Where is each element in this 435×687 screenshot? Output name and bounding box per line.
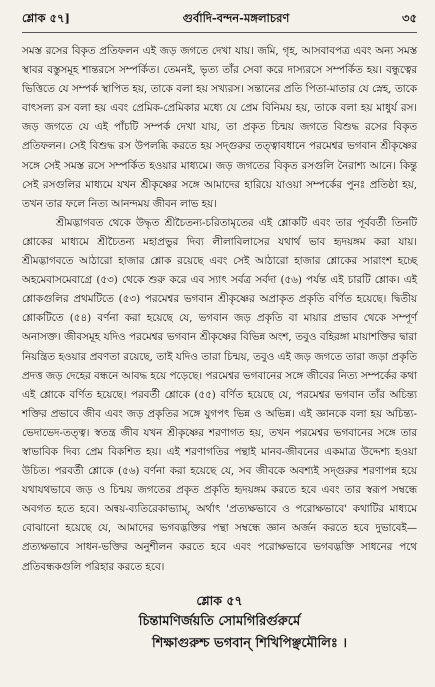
verse-reference: শ্লোক ৫৭] xyxy=(22,11,70,25)
verse-heading: শ্লোক ৫৭ xyxy=(196,592,243,608)
sanskrit-verse xyxy=(22,611,417,655)
paragraph: সমস্ত রসের বিকৃত প্রতিফলন এই জড় জগতে দেখা যায়। জমি, গৃহ, আসবাবপত্র এবং অন্য সমস্ত স্থাবর বস্তুসমূহ শান্তরসে সম্পর্কিত। তেমনই, ভৃত্য তাঁর সেবা করে দাস্যরসে সম্পর্কিত হয়। বন্ধুত্বের ভিত্তিতে যে সম্পর্ক স্থাপিত হয়, তাকে বলা হয় সখ্যরস। সন্তানের প্রতি পিতা-মাতার যে স্নেহ, তাকে বাৎসল্য রস বলা হয় এবং প্রেমিক-প্রেমিকার মধ্যে যে প্রেম বিনিময় হয়, তাকে বলা হয় মাধুর্য রস। জড় জগতে যে এই পাঁচটি সম্পর্ক দেখা যায়, তা প্রকৃত চিন্ময় জগতে বিশুদ্ধ রসের বিকৃত প্রতিফলন। সেই বিশুদ্ধ রস উপলব্ধি করতে হয় সদ্গুরুর তত্ত্বাবধানে পরমেশ্বর ভগবান শ্রীকৃষ্ণের সঙ্গে সেই সমস্ত রসে সম্পর্কিত হওয়ার মাধ্যমে। জড় জগতের বিকৃত রসগুলি নৈরাশ্য আনে। কিন্তু সেই রসগুলির মাধ্যমে যখন শ্রীকৃষ্ণের সঙ্গে আমাদের হারিয়ে যাওয়া সম্পর্কের পুনঃ প্রতিষ্ঠা হয়, তখন তার ফলে নিত্য আনন্দময় জীবন লাভ হয়। xyxy=(22,45,417,210)
running-header xyxy=(22,10,417,33)
purport-text xyxy=(22,42,417,577)
verse-line-2: শিক্ষাগুরুশ্চ ভগবান্ শিখিপিঞ্ছমৌলিঃ । xyxy=(151,635,348,651)
verse-line-1: চিন্তামণির্জয়তি সোমগিরির্গুরুর্মে xyxy=(138,613,301,629)
page-number: ৩৫ xyxy=(402,11,417,25)
paragraph: শ্রীমদ্ভাগবত থেকে উদ্ধৃত শ্রীচৈতন্য-চরিতামৃতের এই শ্লোকটি এবং তার পূর্ববর্তী তিনটি শ্লোকের মাধ্যমে শ্রীচৈতন্য মহাপ্রভুর দিব্য লীলাবিলাসের যথার্থ ভাব হৃদয়ঙ্গম করা যায়। শ্রীমদ্ভাগবতে আঠারো হাজার শ্লোক রয়েছে এবং সেই আঠারো হাজার শ্লোকের সারাংশ হচ্ছে অহমেবাসমেবাগ্রে (৫৩) থেকে শুরু করে এব স্যাৎ সর্বত্র সর্বদা (৫৬) পর্যন্ত এই চারটি শ্লোক। এই শ্লোকগুলির প্রথমটিতে (৫৩) পরমেশ্বর ভগবান শ্রীকৃষ্ণের অপ্রাকৃত প্রকৃতি বর্ণিত হয়েছে। দ্বিতীয় শ্লোকটিতে (৫৪) বর্ণনা করা হয়েছে যে, ভগবান জড় প্রকৃতি বা মায়ার প্রভাব থেকে সম্পূর্ণ অনাসক্ত। জীবসমূহ যদিও পরমেশ্বর ভগবান শ্রীকৃষ্ণের বিভিন্ন অংশ, তবুও বহিরঙ্গা মায়াশক্তির দ্বারা নিয়ন্ত্রিত হওয়ার প্রবণতা রয়েছে, তাই যদিও তারা চিন্ময়, তবুও এই জড় জগতে তারা জড়া প্রকৃতি প্রদত্ত জড় দেহের বন্ধনে আবদ্ধ হয়ে পড়েছে। পরমেশ্বর ভগবানের সঙ্গে জীবের নিত্য সম্পর্কের কথা এই শ্লোকে বর্ণিত হয়েছে। পরবর্তী শ্লোকে (৫৫) বর্ণিত হয়েছে যে, পরমেশ্বর ভগবান তাঁর অচিন্ত্য শক্তির প্রভাবে জীব এবং জড় প্রকৃতির সঙ্গে যুগপৎ ভিন্ন ও অভিন্ন। এই জ্ঞানকে বলা হয় অচিন্ত্য-ভেদাভেদ-তত্ত্ব। স্বতন্ত্র জীব যখন শ্রীকৃষ্ণের শরণাগত হয়, তখন পরমেশ্বর ভগবানের সঙ্গে তার স্বাভাবিক দিব্য প্রেম বিকশিত হয়। এই শরণাগতির পন্থাই মানব-জীবনের একমাত্র উদ্দেশ্য হওয়া উচিত। পরবর্তী শ্লোকে (৫৬) বর্ণনা করা হয়েছে যে, সব জীবকে অবশ্যই সদ্গুরুর শরণাপন্ন হয়ে যথাযথভাবে জড় ও চিন্ময় জগতের প্রকৃত প্রকৃতি হৃদয়ঙ্গম করতে হবে এবং তার স্বরূপ সম্বন্ধে অবগত হতে হবে। অন্বয়-ব্যতিরেকাভ্যাম্, অর্থাৎ 'প্রত্যক্ষভাবে ও পরোক্ষভাবে' কথাটির মাধ্যমে বোঝানো হয়েছে যে, আমাদের ভগবদ্ভক্তির পন্থা সম্বন্ধে জ্ঞান অর্জন করতে হবে দুভাবেই—প্রত্যক্ষভাবে সাধন-ভক্তির অনুশীলন করতে হবে এবং পরোক্ষভাবে ভগবদ্ভক্তি সাধনের পথে প্রতিবন্ধকগুলি পরিহার করতে হবে। xyxy=(22,216,417,573)
chapter-title: গুর্বাদি-বন্দন-মঙ্গলাচরণ xyxy=(182,11,290,25)
